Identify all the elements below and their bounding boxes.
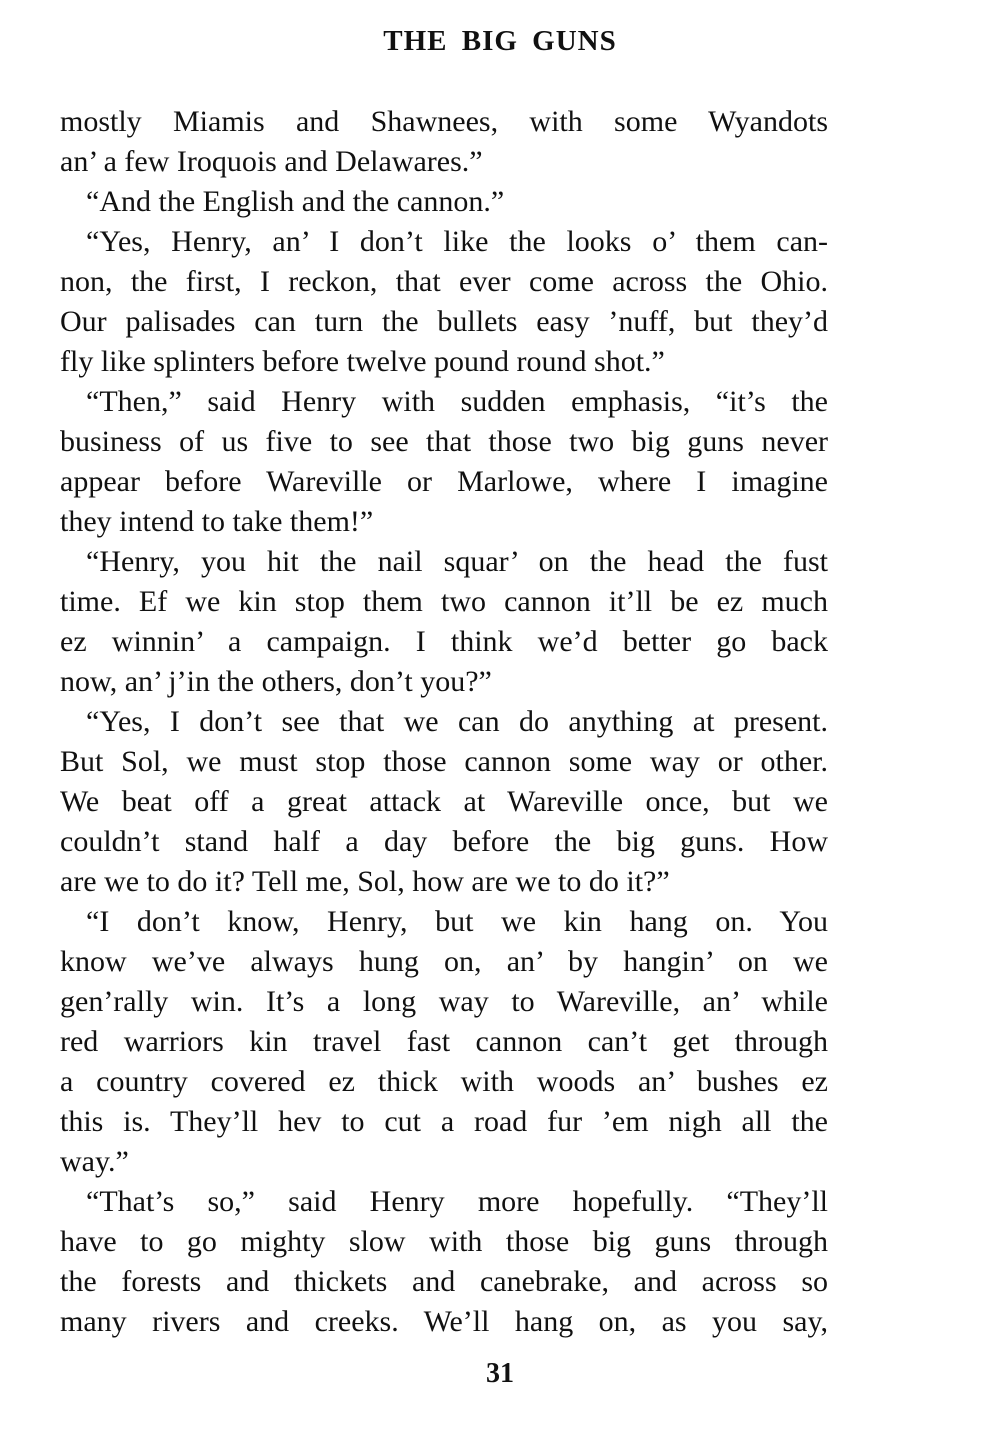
text-line: We beat off a great attack at Wareville once, but we (60, 785, 828, 818)
text-line: appear before Wareville or Marlowe, where I imagine (60, 465, 828, 498)
text-line: non, the first, I reckon, that ever come across the Ohio. (60, 265, 828, 298)
running-head: THE BIG GUNS (383, 25, 617, 57)
text-line: “I don’t know, Henry, but we kin hang on. You (86, 905, 828, 938)
text-line: gen’rally win. It’s a long way to Wareville, an’ while (60, 985, 828, 1018)
text-line: couldn’t stand half a day before the big guns. How (60, 825, 828, 858)
text-line: have to go mighty slow with those big guns through (60, 1225, 828, 1258)
text-line: ez winnin’ a campaign. I think we’d better go back (60, 625, 828, 658)
text-line: know we’ve always hung on, an’ by hangin’ on we (60, 945, 828, 978)
text-line: But Sol, we must stop those cannon some way or other. (60, 745, 828, 778)
text-line: are we to do it? Tell me, Sol, how are we to do it?” (60, 865, 670, 898)
text-line: now, an’ j’in the others, don’t you?” (60, 665, 492, 698)
text-line: “Yes, I don’t see that we can do anything at present. (86, 705, 828, 738)
text-line: many rivers and creeks. We’ll hang on, as you say, (60, 1305, 828, 1338)
text-line: fly like splinters before twelve pound round shot.” (60, 345, 665, 378)
text-line: red warriors kin travel fast cannon can’t get through (60, 1025, 828, 1058)
text-line: mostly Miamis and Shawnees, with some Wyandots (60, 105, 828, 138)
text-line: this is. They’ll hev to cut a road fur ’em nigh all the (60, 1105, 828, 1138)
text-line: “And the English and the cannon.” (86, 185, 505, 218)
text-line: “Yes, Henry, an’ I don’t like the looks o’ them can- (86, 225, 828, 258)
text-line: time. Ef we kin stop them two cannon it’ll be ez much (60, 585, 828, 618)
text-line: business of us five to see that those two big guns never (60, 425, 828, 458)
text-line: way.” (60, 1145, 129, 1178)
text-line: the forests and thickets and canebrake, and across so (60, 1265, 828, 1298)
text-line: they intend to take them!” (60, 505, 374, 538)
text-line: an’ a few Iroquois and Delawares.” (60, 145, 483, 178)
page-number: 31 (486, 1358, 514, 1389)
page-body (60, 102, 828, 1342)
text-line: Our palisades can turn the bullets easy ’nuff, but they’d (60, 305, 828, 338)
text-line: “Then,” said Henry with sudden emphasis, “it’s the (86, 385, 828, 418)
text-line: “That’s so,” said Henry more hopefully. “They’ll (86, 1185, 828, 1218)
text-line: “Henry, you hit the nail squar’ on the head the fust (86, 545, 828, 578)
text-line: a country covered ez thick with woods an’ bushes ez (60, 1065, 828, 1098)
